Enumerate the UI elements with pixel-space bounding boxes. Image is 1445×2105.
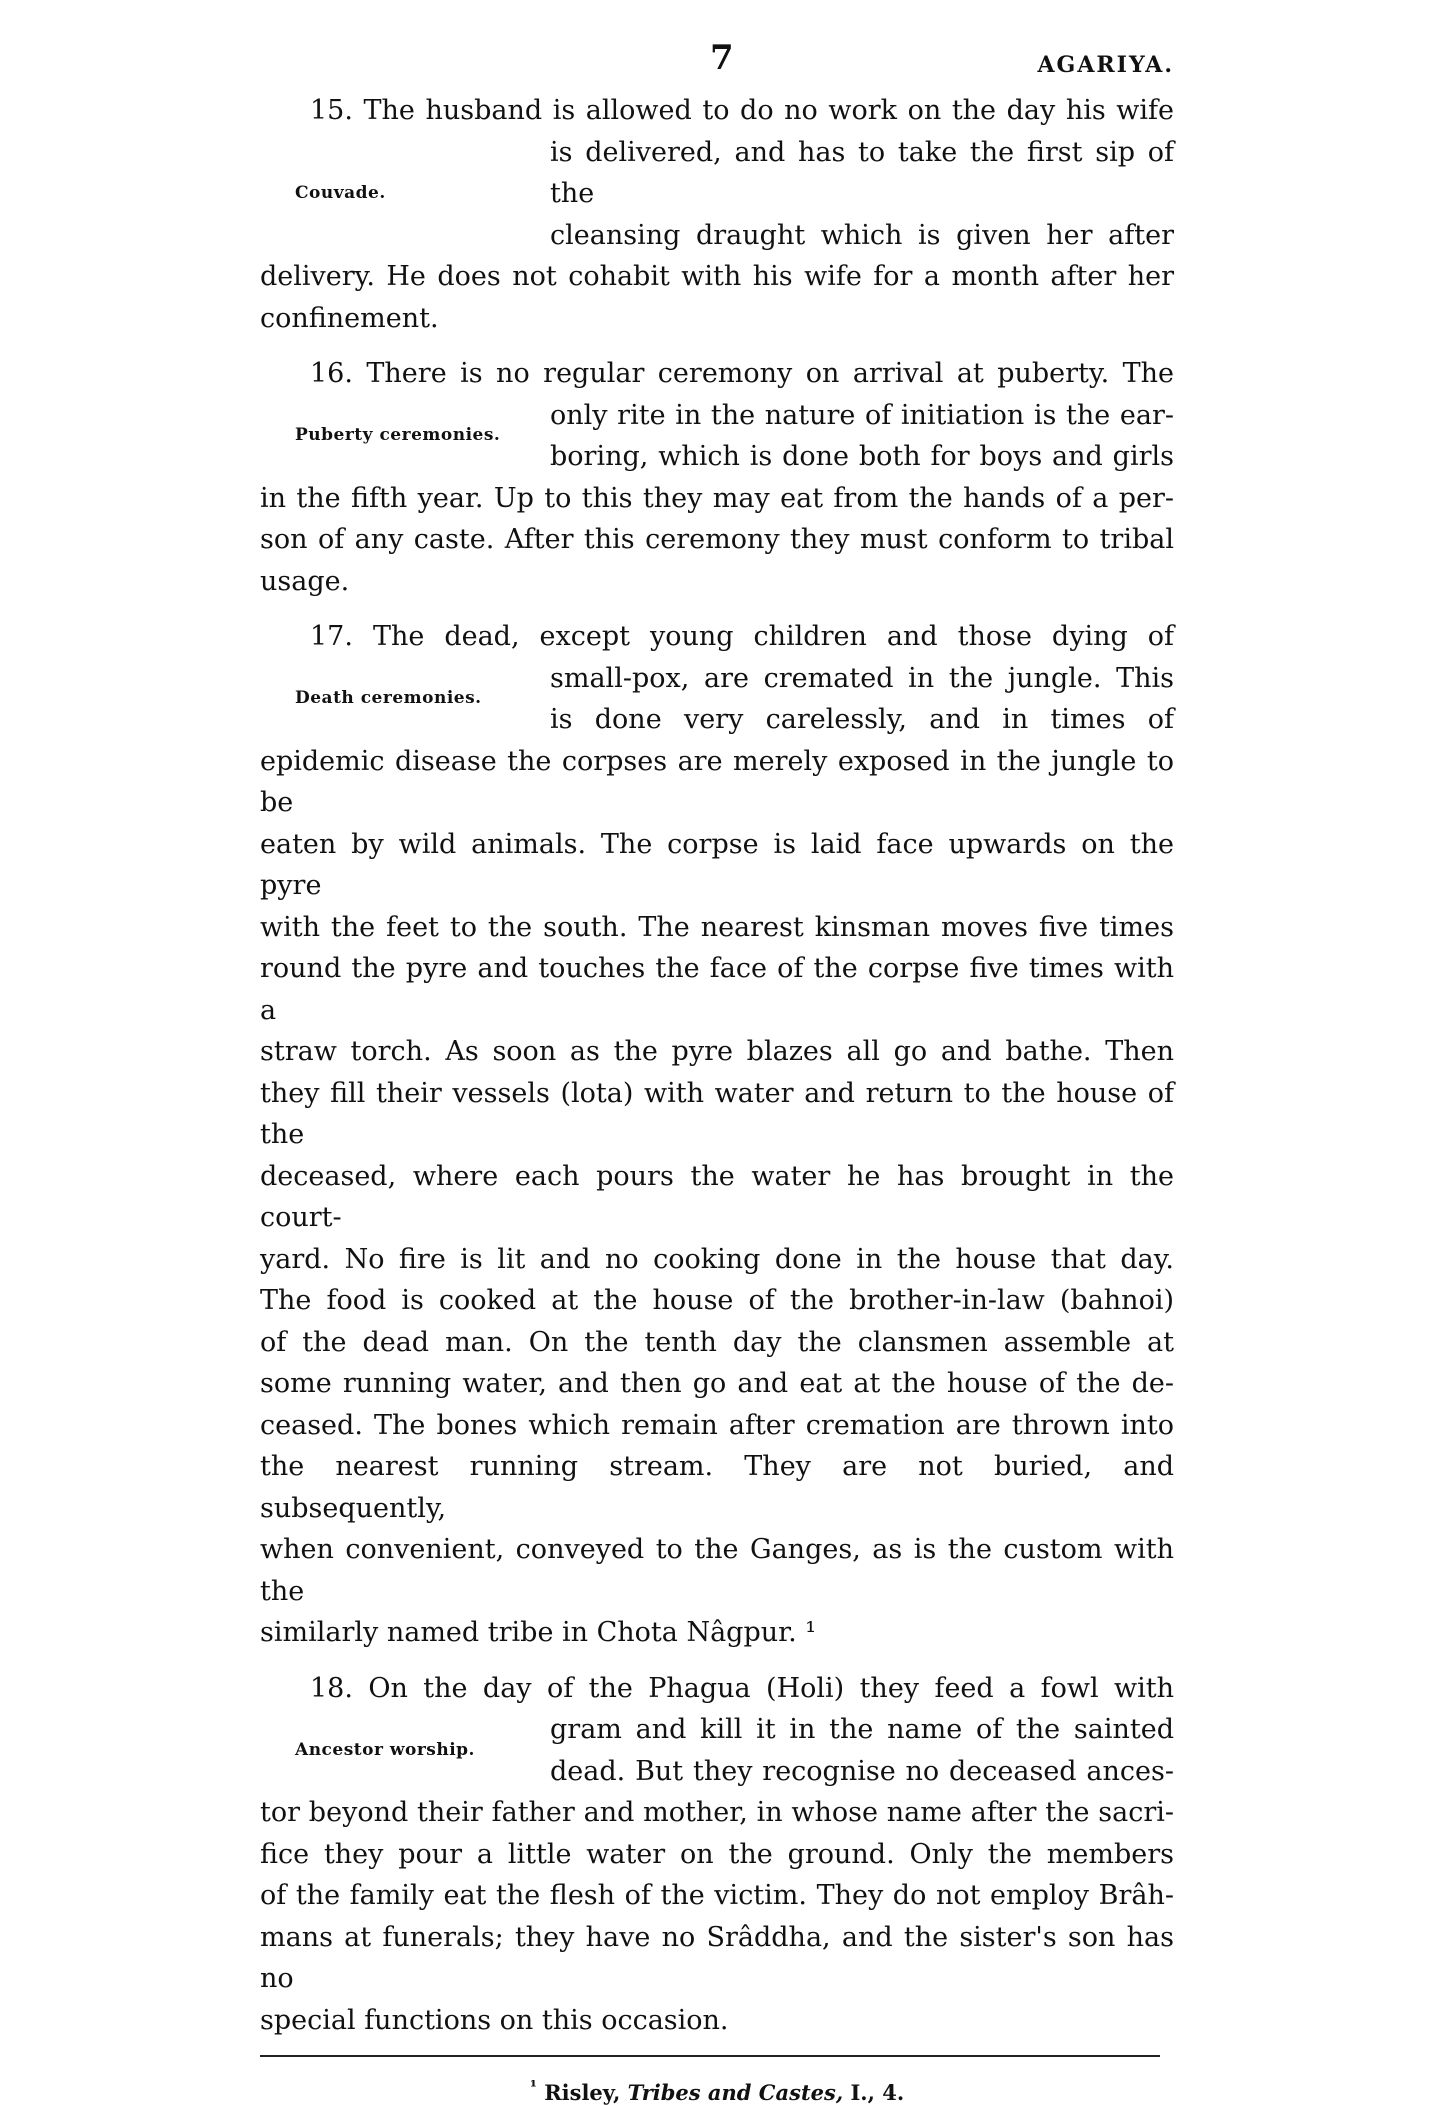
- full-width-lines: [260, 478, 1174, 603]
- text-line: son of any caste. After this ceremony they must conform to tribal: [260, 524, 1174, 555]
- text-line: gram and kill it in the name of the sainted: [550, 1714, 1174, 1745]
- text-line: deceased, where each pours the water he has brought in the court-: [260, 1160, 1174, 1233]
- paragraph-lead-text: The husband is allowed to do no work on the day his wife: [363, 95, 1174, 126]
- paragraph-lead-text: On the day of the Phagua (Holi) they feed a fowl with: [368, 1672, 1174, 1704]
- footnote-author: Risley,: [544, 2080, 621, 2105]
- sidenote-block: [260, 658, 1174, 741]
- paragraph-16: [260, 353, 1174, 602]
- paragraph-lead: [260, 1668, 1174, 1710]
- text-line: with the feet to the south. The nearest kinsman moves five times: [260, 911, 1174, 943]
- sidenote-block: [260, 395, 1174, 478]
- text-line: cleansing draught which is given her after: [550, 219, 1174, 251]
- paragraph-number: 16.: [310, 358, 353, 389]
- paragraph-lead: [260, 90, 1174, 132]
- footnote-title: Tribes and Castes,: [627, 2080, 844, 2105]
- full-width-lines: [260, 741, 1174, 1654]
- paragraph-number: 15.: [310, 95, 353, 126]
- text-line: small-pox, are cremated in the jungle. This: [550, 662, 1174, 694]
- page-header: [260, 30, 1174, 90]
- text-line: boring, which is done both for boys and girls: [550, 441, 1174, 472]
- footnote-ref: I., 4.: [850, 2080, 905, 2105]
- sidenote-block: [260, 1709, 1174, 1792]
- text-line: fice they pour a little water on the ground. Only the members: [260, 1838, 1174, 1870]
- text-line: is delivered, and has to take the first sip of the: [550, 136, 1174, 209]
- paragraph-lead-text: There is no regular ceremony on arrival at puberty. The: [366, 358, 1174, 389]
- text-line: in the fifth year. Up to this they may eat from the hands of a per-: [260, 482, 1174, 514]
- full-width-lines: [260, 256, 1174, 339]
- marginal-sidenote: Ancestor worship.: [295, 1739, 475, 1760]
- text-line: special functions on this occasion.: [260, 2004, 729, 2036]
- text-line: dead. But they recognise no deceased ances-: [550, 1755, 1174, 1787]
- text-line: confinement.: [260, 302, 439, 334]
- text-line: delivery. He does not cohabit with his wife for a month after her: [260, 261, 1174, 292]
- text-line: the nearest running stream. They are not buried, and subsequently,: [260, 1451, 1174, 1524]
- text-line: is done very carelessly, and in times of: [550, 704, 1174, 735]
- text-line: round the pyre and touches the face of the corpse five times with a: [260, 953, 1174, 1026]
- marginal-sidenote: Couvade.: [295, 183, 386, 203]
- paragraph-18: [260, 1668, 1174, 2042]
- text-line: they fill their vessels (lota) with water and return to the house of the: [260, 1077, 1174, 1150]
- paragraph-lead: [260, 616, 1174, 658]
- page-number: 7: [710, 38, 734, 78]
- text-line: of the family eat the flesh of the victim. They do not employ Brâh-: [260, 1880, 1174, 1911]
- indented-lines: [550, 1709, 1174, 1792]
- indented-lines: [550, 658, 1174, 741]
- running-head: AGARIYA.: [1037, 52, 1174, 78]
- text-line: The food is cooked at the house of the brother-in-law (bahnoi): [260, 1285, 1174, 1316]
- full-width-lines: [260, 1792, 1174, 2041]
- footnote-marker: ¹: [529, 2077, 537, 2096]
- footnote: [260, 2077, 1174, 2105]
- paragraph-lead: [260, 353, 1174, 395]
- text-line: mans at funerals; they have no Srâddha, and the sister's son has no: [260, 1921, 1174, 1994]
- paragraph-17: [260, 616, 1174, 1654]
- marginal-sidenote: Puberty ceremonies.: [295, 425, 501, 446]
- text-line: straw torch. As soon as the pyre blazes all go and bathe. Then: [260, 1036, 1174, 1067]
- text-line: eaten by wild animals. The corpse is laid face upwards on the pyre: [260, 828, 1174, 901]
- marginal-sidenote: Death ceremonies.: [295, 688, 482, 709]
- text-line: ceased. The bones which remain after cremation are thrown into: [260, 1409, 1174, 1441]
- footnote-rule: [260, 2055, 1160, 2057]
- text-body: [260, 90, 1174, 2041]
- text-line: yard. No fire is lit and no cooking done in the house that day.: [260, 1243, 1174, 1275]
- paragraph-number: 18.: [310, 1672, 353, 1704]
- sidenote-block: [260, 132, 1174, 257]
- text-line: of the dead man. On the tenth day the clansmen assemble at: [260, 1326, 1174, 1358]
- text-line: when convenient, conveyed to the Ganges, as is the custom with the: [260, 1534, 1174, 1607]
- text-line: usage.: [260, 565, 350, 597]
- paragraph-number: 17.: [310, 621, 353, 652]
- text-line: some running water, and then go and eat at the house of the de-: [260, 1368, 1174, 1399]
- paragraph-15: [260, 90, 1174, 339]
- page: [260, 30, 1174, 2105]
- indented-lines: [550, 395, 1174, 478]
- text-line: tor beyond their father and mother, in whose name after the sacri-: [260, 1797, 1174, 1828]
- indented-lines: [550, 132, 1174, 257]
- text-line: similarly named tribe in Chota Nâgpur. ¹: [260, 1617, 817, 1648]
- paragraph-lead-text: The dead, except young children and those dying of: [372, 621, 1174, 652]
- text-line: only rite in the nature of initiation is the ear-: [550, 399, 1174, 431]
- text-line: epidemic disease the corpses are merely exposed in the jungle to be: [260, 745, 1174, 818]
